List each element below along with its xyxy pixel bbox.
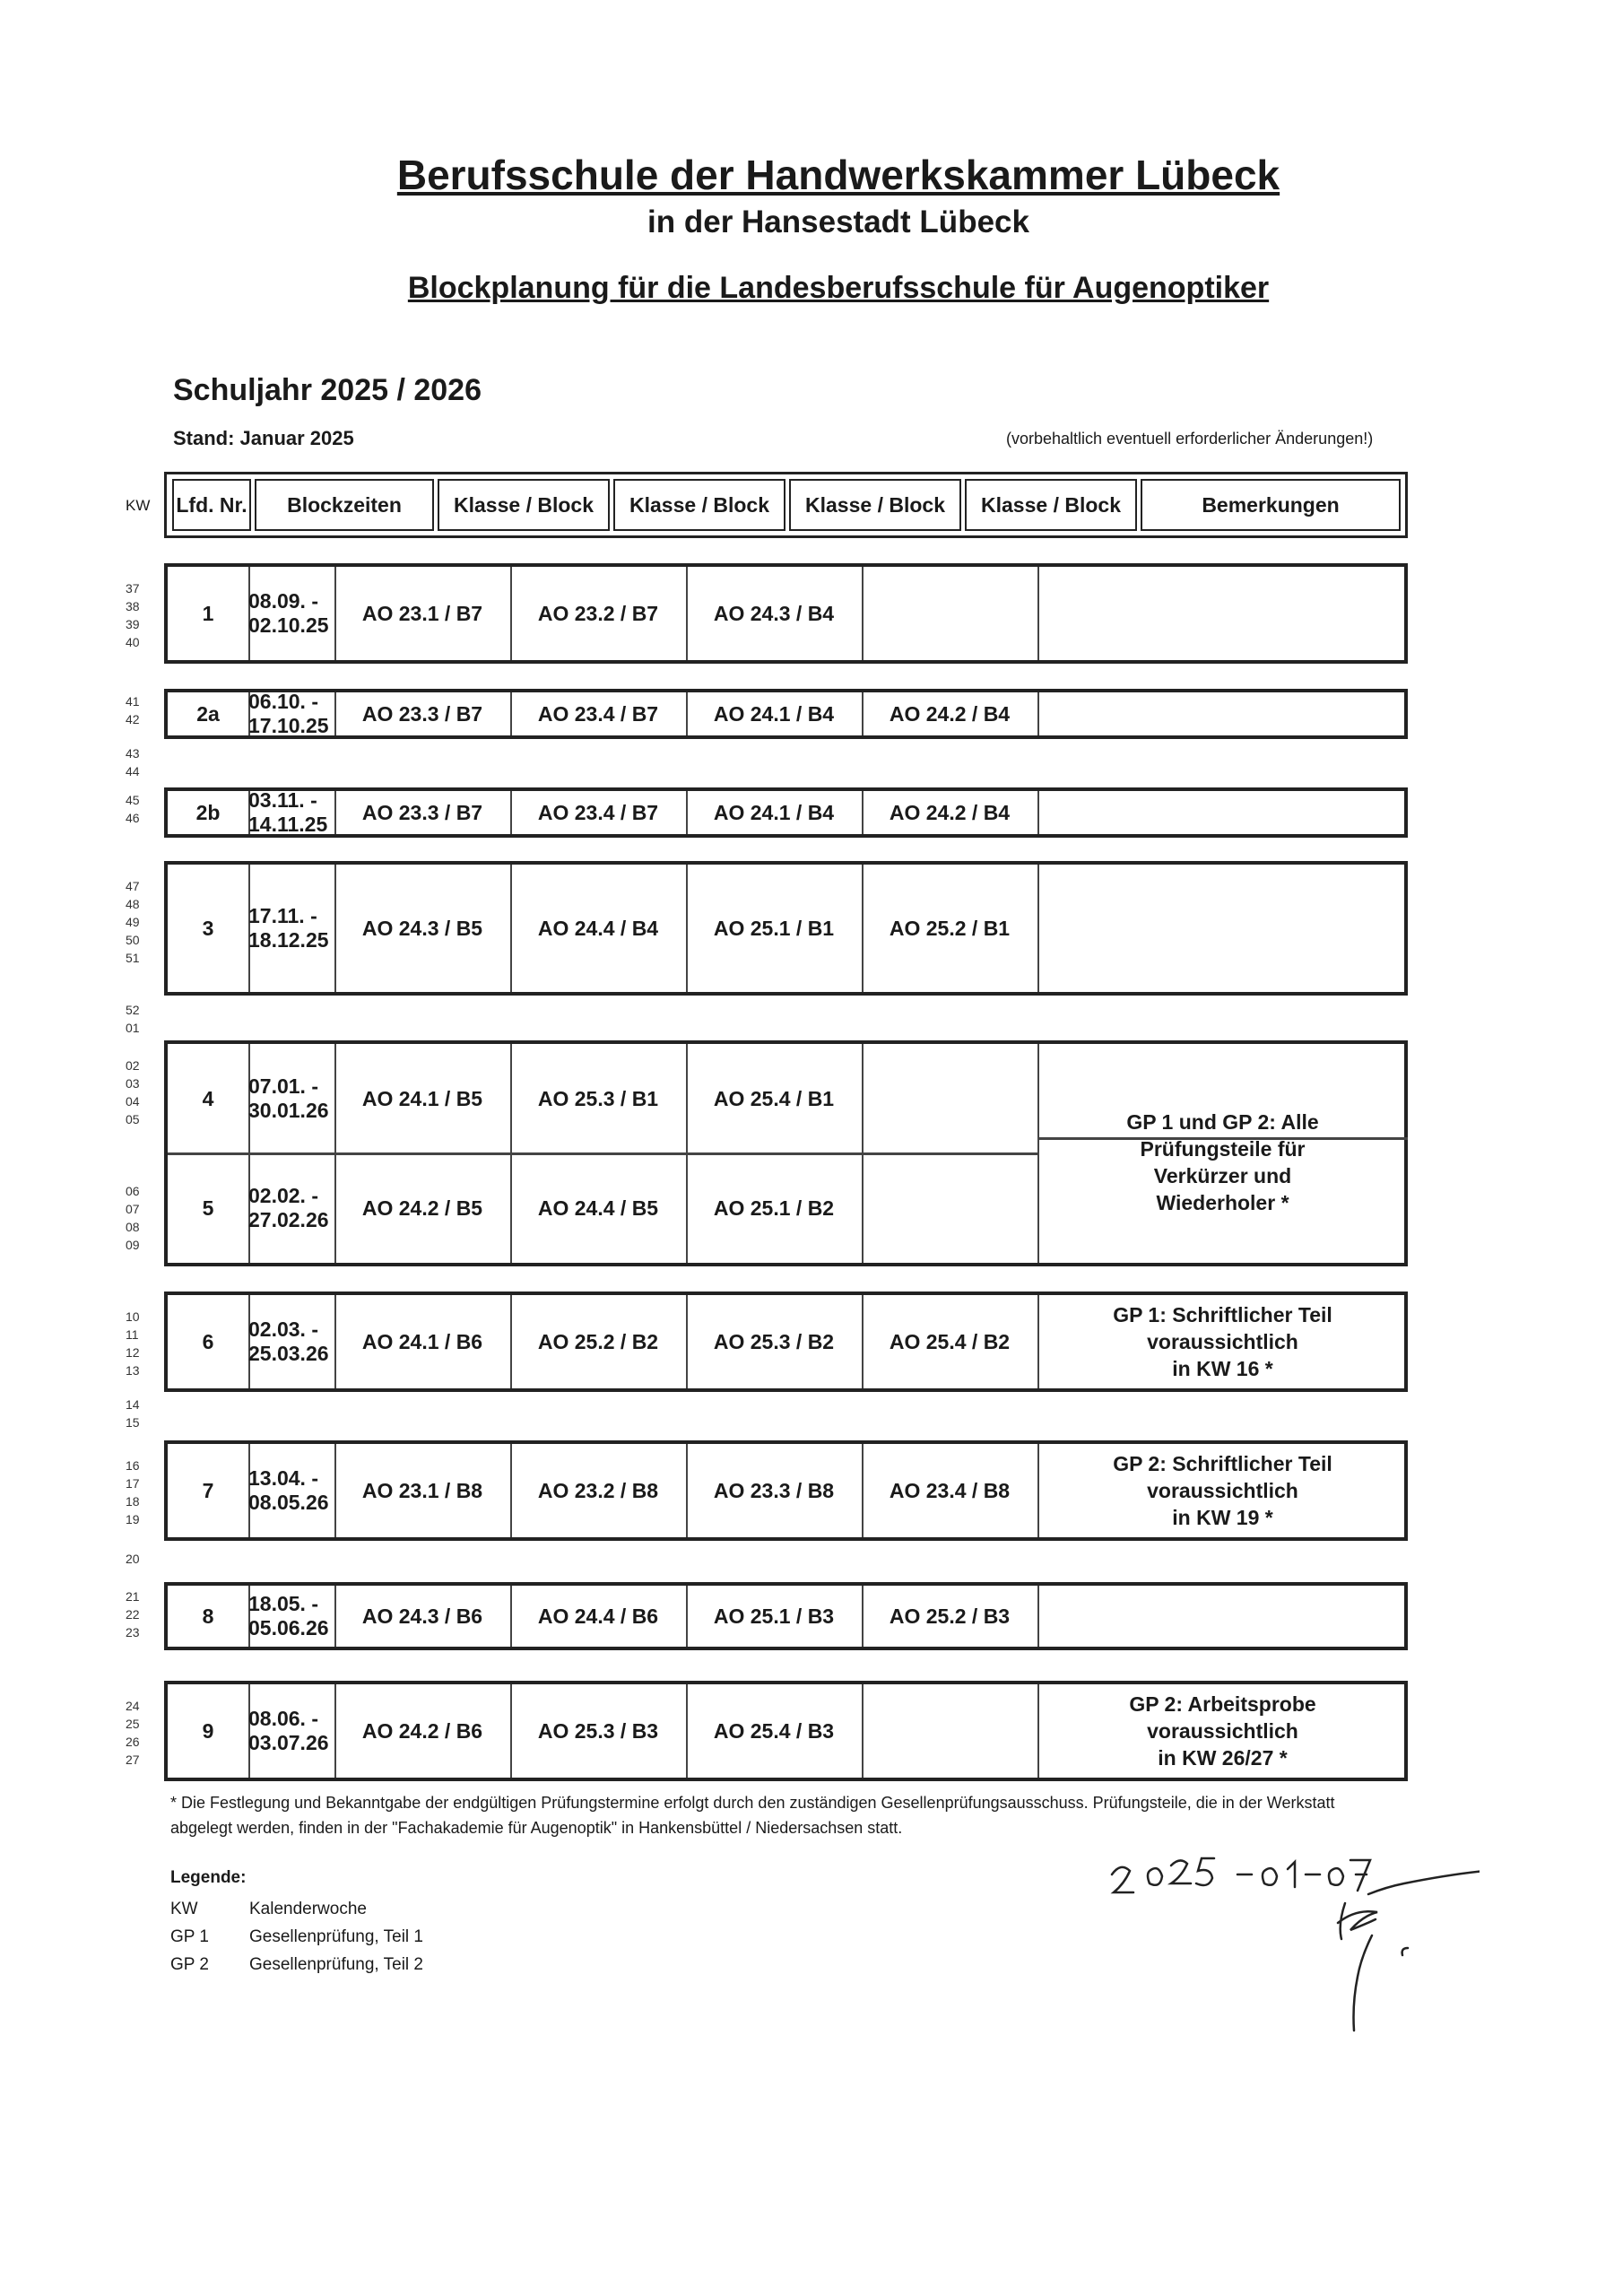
cell-zeit: 03.11. - 14.11.25: [248, 788, 328, 836]
block-row: [164, 689, 1408, 739]
cell-k3: AO 24.1 / B4: [713, 701, 835, 726]
kw-numbers: 52 01: [126, 1003, 140, 1035]
cell-zeit: 08.06. - 03.07.26: [248, 1707, 329, 1754]
plan-title: Blockplanung für die Landesberufsschule für Augenoptiker: [407, 271, 1270, 305]
legend-key: GP 2: [170, 1955, 209, 1974]
column-divider: [1037, 1586, 1039, 1647]
cell-k2: AO 24.4 / B6: [537, 1604, 659, 1628]
cell-k2: AO 23.4 / B7: [537, 800, 659, 824]
cell-k3: AO 25.4 / B1: [713, 1086, 835, 1110]
cell-k1: AO 23.3 / B7: [361, 701, 483, 726]
school-year: Schuljahr 2025 / 2026: [173, 373, 482, 407]
cell-k4: AO 25.2 / B1: [889, 916, 1011, 940]
handwritten-signature: [1103, 1837, 1480, 2034]
column-divider: [1037, 692, 1039, 735]
cell-k3: AO 25.1 / B3: [713, 1604, 835, 1628]
cell-k1: AO 23.1 / B8: [361, 1478, 483, 1502]
cell-k1: AO 24.2 / B6: [361, 1718, 483, 1743]
block-row: [164, 563, 1408, 664]
city-subtitle: in der Hansestadt Lübeck: [647, 204, 1029, 239]
header-lfd-nr: Lfd. Nr.: [172, 479, 251, 531]
cell-zeit: 02.02. - 27.02.26: [248, 1184, 329, 1231]
cell-k2: AO 24.4 / B5: [537, 1196, 659, 1220]
remark: GP 1 und GP 2: Alle Prüfungsteile für Verkürzer und Wiederholer *: [1126, 1110, 1319, 1214]
header-klasse-4: Klasse / Block: [965, 479, 1137, 531]
legend-key: KW: [170, 1900, 198, 1918]
cell-k2: AO 23.4 / B7: [537, 701, 659, 726]
cell-k1: AO 24.2 / B5: [361, 1196, 483, 1220]
stand-date: Stand: Januar 2025: [173, 427, 354, 449]
kw-numbers: 10 11 12 13: [126, 1309, 140, 1378]
kw-numbers: 21 22 23: [126, 1589, 140, 1639]
cell-k1: AO 24.1 / B6: [361, 1329, 483, 1353]
cell-zeit: 02.03. - 25.03.26: [248, 1318, 329, 1365]
kw-numbers: 20: [126, 1552, 140, 1566]
cell-nr: 2b: [195, 800, 221, 824]
block-row: [164, 1440, 1408, 1541]
cell-nr: 8: [202, 1604, 214, 1628]
cell-k3: AO 25.1 / B1: [713, 916, 835, 940]
cell-nr: 1: [202, 601, 214, 625]
cell-nr: 4: [202, 1086, 214, 1110]
legend-value: Gesellenprüfung, Teil 1: [249, 1927, 423, 1946]
cell-nr: 6: [202, 1329, 214, 1353]
cell-k3: AO 24.1 / B4: [713, 800, 835, 824]
block-row: [164, 1292, 1408, 1392]
header-klasse-2: Klasse / Block: [613, 479, 785, 531]
cell-k1: AO 23.3 / B7: [361, 800, 483, 824]
cell-k3: AO 25.3 / B2: [713, 1329, 835, 1353]
cell-zeit: 13.04. - 08.05.26: [248, 1466, 329, 1514]
cell-k4: [862, 567, 1037, 660]
legend-value: Kalenderwoche: [249, 1900, 367, 1918]
cell-k4: AO 24.2 / B4: [889, 800, 1011, 824]
cell-k2: AO 25.3 / B3: [537, 1718, 659, 1743]
legend-key: GP 1: [170, 1927, 209, 1946]
cell-nr: 2a: [196, 701, 220, 726]
block-row: [164, 1681, 1408, 1781]
cell-nr: 5: [202, 1196, 214, 1220]
kw-numbers: 24 25 26 27: [126, 1699, 140, 1767]
cell-k3: AO 23.3 / B8: [713, 1478, 835, 1502]
header-bemerkungen: Bemerkungen: [1141, 479, 1401, 531]
cell-k3: AO 25.4 / B3: [713, 1718, 835, 1743]
cell-k2: AO 25.3 / B1: [537, 1086, 659, 1110]
cell-k1: AO 24.3 / B5: [361, 916, 483, 940]
kw-numbers: 02 03 04 05: [126, 1058, 140, 1126]
cell-k2: AO 25.2 / B2: [537, 1329, 659, 1353]
block-row: [164, 1582, 1408, 1650]
remark: GP 2: Schriftlicher Teil voraussichtlich in KW 19 *: [1113, 1452, 1332, 1529]
cell-zeit: 17.11. - 18.12.25: [248, 904, 329, 952]
kw-numbers: 41 42: [126, 694, 140, 726]
cell-nr: 3: [202, 916, 214, 940]
cell-k4: AO 24.2 / B4: [889, 701, 1011, 726]
cell-zeit: 08.09. - 02.10.25: [248, 589, 329, 637]
cell-nr: 7: [202, 1478, 214, 1502]
kw-numbers: 16 17 18 19: [126, 1458, 140, 1526]
kw-numbers: 14 15: [126, 1397, 140, 1430]
block-row: [164, 861, 1408, 996]
column-divider: [1037, 567, 1039, 660]
cell-k4: AO 25.2 / B3: [889, 1604, 1011, 1628]
block-row: [164, 1040, 1408, 1266]
cell-k4: [862, 1153, 1037, 1263]
table-header: [164, 472, 1408, 538]
legend-value: Gesellenprüfung, Teil 2: [249, 1955, 423, 1974]
cell-k2: AO 23.2 / B7: [537, 601, 659, 625]
cell-k4: AO 23.4 / B8: [889, 1478, 1011, 1502]
cell-k3: AO 24.3 / B4: [713, 601, 835, 625]
cell-k4: AO 25.4 / B2: [889, 1329, 1011, 1353]
footnote: * Die Festlegung und Bekanntgabe der endgültigen Prüfungstermine erfolgt durch den zuständigen Gesellenprüfungsausschuss. Prüfungsteile, die in der Werkstatt abgelegt werden, finden in der "Fachakademie für Augenoptik" in Hankensbüttel / Niedersachsen statt.: [170, 1794, 1335, 1837]
cell-zeit: 07.01. - 30.01.26: [248, 1074, 329, 1122]
cell-zeit: 18.05. - 05.06.26: [248, 1592, 329, 1639]
column-divider: [1037, 791, 1039, 834]
legend-item: [170, 1927, 423, 1947]
kw-column-label: KW: [126, 497, 151, 514]
changes-note: (vorbehaltlich eventuell erforderlicher Änderungen!): [1006, 430, 1374, 448]
kw-numbers: 45 46: [126, 793, 140, 825]
school-title: Berufsschule der Handwerkskammer Lübeck: [396, 152, 1280, 198]
header-klasse-3: Klasse / Block: [789, 479, 961, 531]
cell-k2: AO 24.4 / B4: [537, 916, 659, 940]
remark: GP 2: Arbeitsprobe voraussichtlich in KW 26/27 *: [1129, 1692, 1316, 1770]
cell-zeit: 06.10. - 17.10.25: [248, 690, 329, 737]
kw-numbers: 37 38 39 40: [126, 581, 140, 649]
legend-title: Legende:: [170, 1868, 247, 1887]
legend-item: [170, 1900, 367, 1919]
cell-k4: [862, 1684, 1037, 1778]
cell-k1: AO 23.1 / B7: [361, 601, 483, 625]
header-blockzeiten: Blockzeiten: [255, 479, 434, 531]
cell-nr: 9: [202, 1718, 214, 1743]
kw-numbers: 06 07 08 09: [126, 1184, 140, 1252]
cell-k2: AO 23.2 / B8: [537, 1478, 659, 1502]
header-klasse-1: Klasse / Block: [438, 479, 610, 531]
kw-numbers: 47 48 49 50 51: [126, 879, 140, 965]
column-divider: [1037, 865, 1039, 992]
legend-item: [170, 1955, 423, 1975]
block-row: [164, 787, 1408, 838]
cell-k4: [862, 1044, 1037, 1153]
kw-numbers: 43 44: [126, 746, 140, 778]
remark: GP 1: Schriftlicher Teil voraussichtlich in KW 16 *: [1113, 1303, 1332, 1380]
cell-k1: AO 24.1 / B5: [361, 1086, 483, 1110]
cell-k1: AO 24.3 / B6: [361, 1604, 483, 1628]
cell-k3: AO 25.1 / B2: [713, 1196, 835, 1220]
